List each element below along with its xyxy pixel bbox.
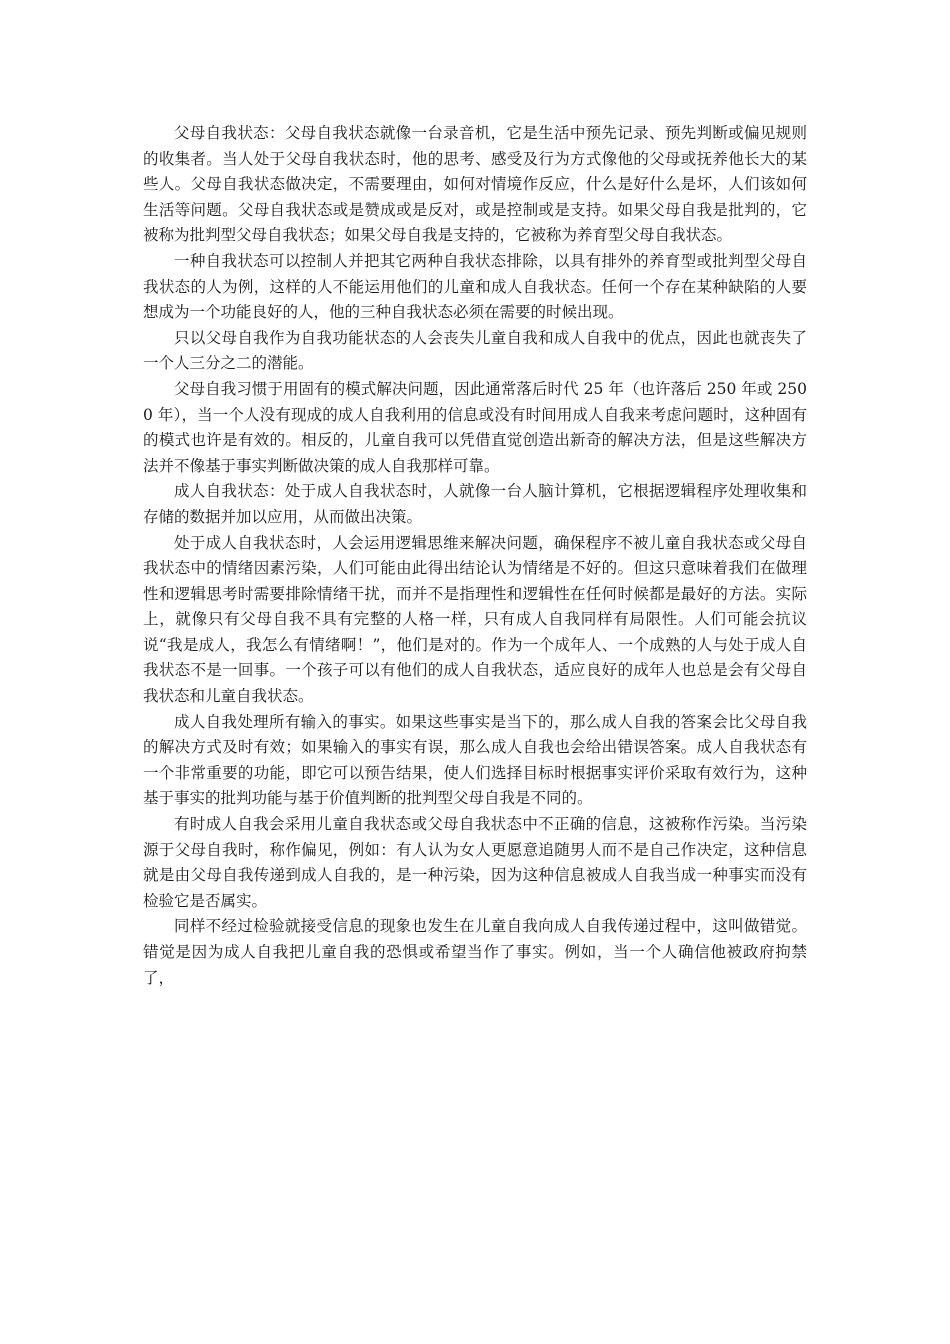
paragraph-exclusion: 一种自我状态可以控制人并把其它两种自我状态排除，以具有排外的养育型或批判型父母自我状态的人为例，这样的人不能运用他们的儿童和成人自我状态。任何一个存在某种缺陷的人要想成为一个功能良好的人，他的三种自我状态必须在需要的时候出现。: [143, 251, 807, 322]
paragraph-fixed-patterns: 父母自我习惯于用固有的模式解决问题，因此通常落后时代 25 年（也许落后 250 年或 2500 年），当一个人没有现成的成人自我利用的信息或没有时间用成人自我来考虑问题时，这种固有的模式也许是有效的。相反的，儿童自我可以凭借直觉创造出新奇的解决方法，但是这些解决方法并不像基于事实判断做决策的成人自我那样可靠。: [143, 379, 807, 475]
paragraph-adult-ego-state: 成人自我状态：处于成人自我状态时，人就像一台人脑计算机，它根据逻辑程序处理收集和存储的数据并加以应用，从而做出决策。: [143, 482, 807, 526]
paragraph-contamination: 有时成人自我会采用儿童自我状态或父母自我状态中不正确的信息，这被称作污染。当污染源于父母自我时，称作偏见，例如：有人认为女人更愿意追随男人而不是自己作决定，这种信息就是由父母自我传递到成人自我的，是一种污染，因为这种信息被成人自我当成一种事实而没有检验它是否属实。: [143, 815, 807, 910]
paragraph-parent-ego-state: 父母自我状态：父母自我状态就像一台录音机，它是生活中预先记录、预先判断或偏见规则的收集者。当人处于父母自我状态时，他的思考、感受及行为方式像他的父母或抚养他长大的某些人。父母自我状态做决定，不需要理由，如何对情境作反应，什么是好什么是坏，人们该如何生活等问题。父母自我状态或是赞成或是反对，或是控制或是支持。如果父母自我是批判的，它被称为批判型父母自我状态；如果父母自我是支持的，它被称为养育型父母自我状态。: [143, 124, 807, 245]
paragraph-adult-facts: 成人自我处理所有输入的事实。如果这些事实是当下的，那么成人自我的答案会比父母自我的解决方式及时有效；如果输入的事实有误，那么成人自我也会给出错误答案。成人自我状态有一个非常重要的功能，即它可以预告结果，使人们选择目标时根据事实评价采取有效行为，这种基于事实的批判功能与基于价值判断的批判型父母自我是不同的。: [143, 712, 807, 808]
document-body: [143, 121, 807, 991]
paragraph-lost-potential: 只以父母自我作为自我功能状态的人会丧失儿童自我和成人自我中的优点，因此也就丧失了一个人三分之二的潜能。: [143, 328, 807, 373]
paragraph-delusion: 同样不经过检验就接受信息的现象也发生在儿童自我向成人自我传递过程中，这叫做错觉。错觉是因为成人自我把儿童自我的恐惧或希望当作了事实。例如，当一个人确信他被政府拘禁了，: [143, 917, 807, 987]
paragraph-adult-logic: 处于成人自我状态时，人会运用逻辑思维来解决问题，确保程序不被儿童自我状态或父母自我状态中的情绪因素污染，人们可能由此得出结论认为情绪是不好的。但这只意味着我们在做理性和逻辑思考时需要排除情绪干扰，而并不是指理性和逻辑性在任何时候都是最好的方法。实际上，就像只有父母自我不具有完整的人格一样，只有成人自我同样有局限性。人们可能会抗议说“我是成人，我怎么有情绪啊！”，他们是对的。作为一个成年人、一个成熟的人与处于成人自我状态不是一回事。一个孩子可以有他们的成人自我状态，适应良好的成年人也总是会有父母自我状态和儿童自我状态。: [143, 533, 807, 706]
